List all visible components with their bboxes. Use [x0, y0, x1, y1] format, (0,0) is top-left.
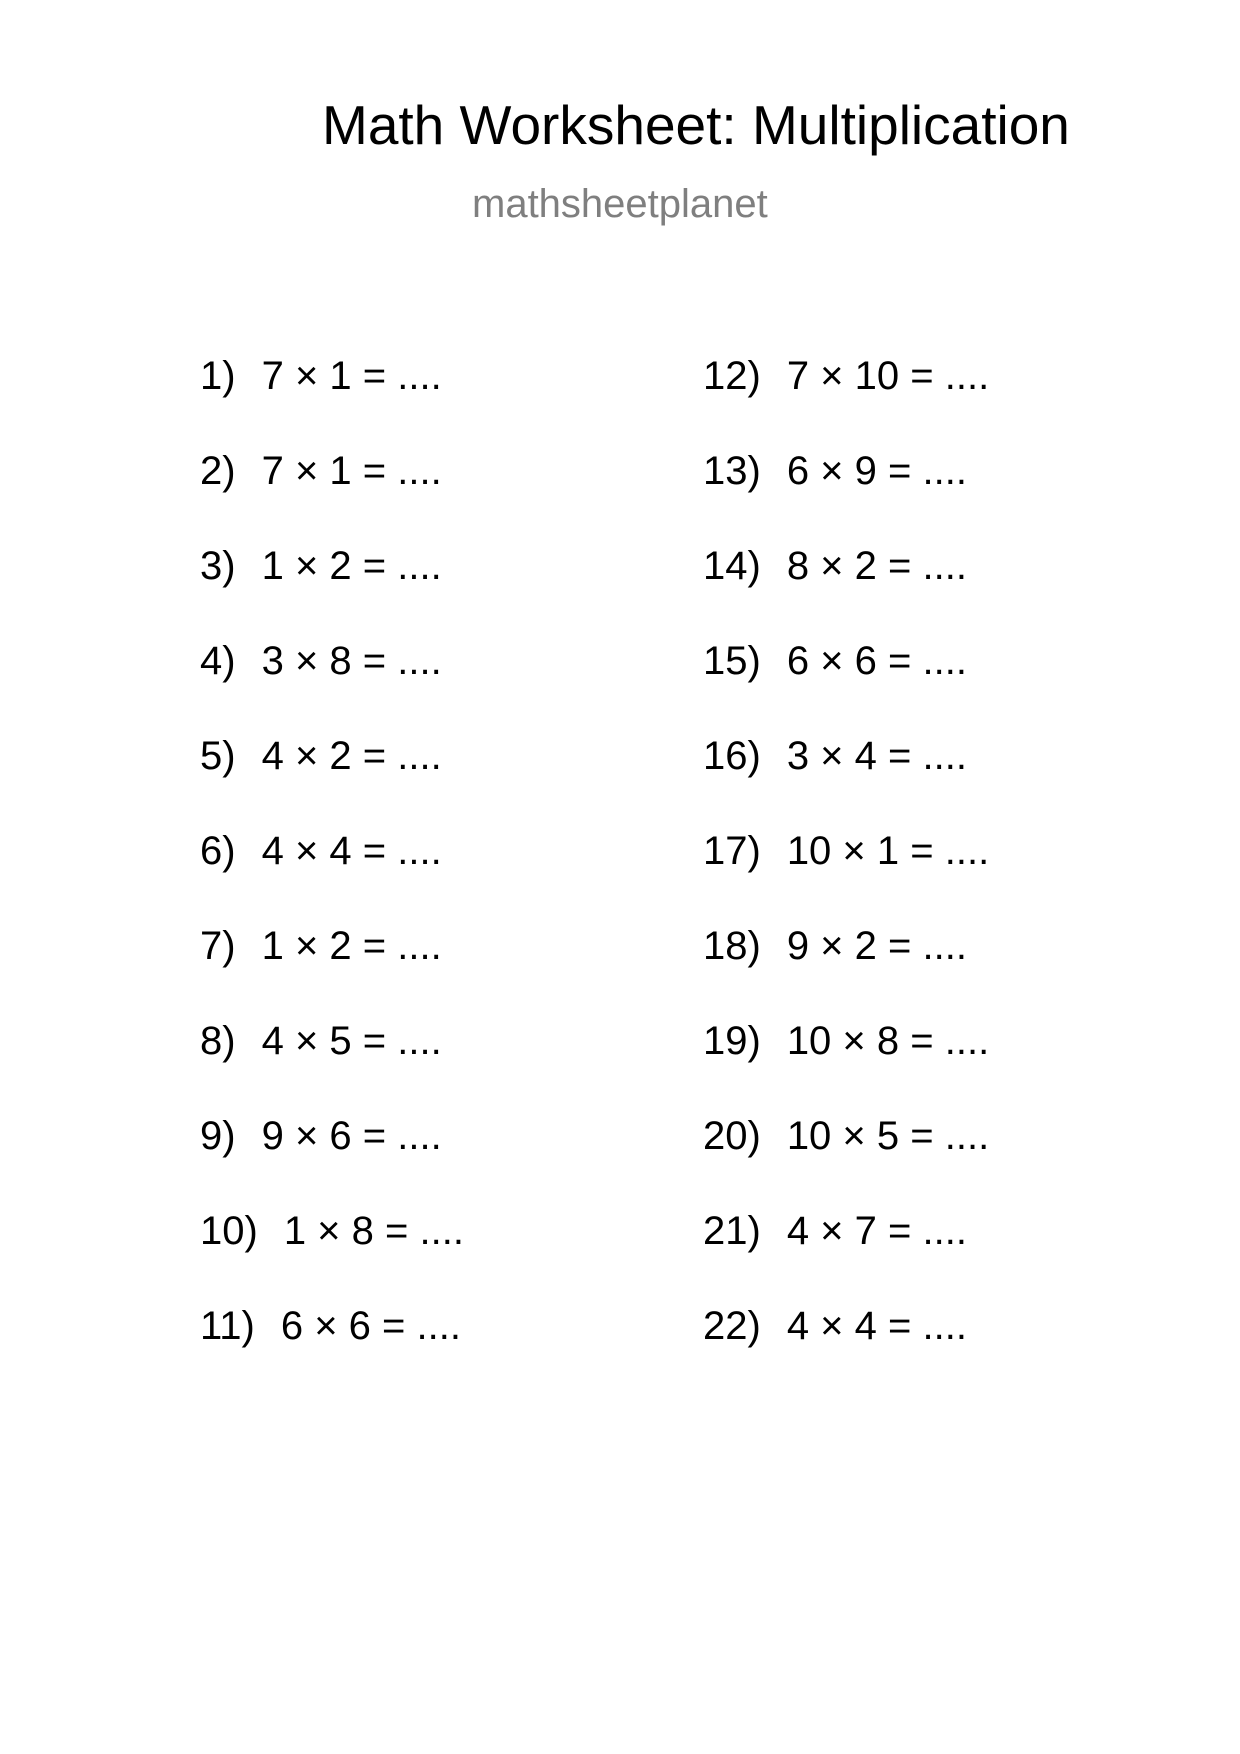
problem-expression: 3 × 4 = .... — [786, 734, 967, 778]
problem-number: 3) — [200, 544, 236, 588]
problem-item — [200, 1019, 464, 1114]
problem-number: 16) — [703, 734, 761, 778]
problem-expression: 10 × 8 = .... — [786, 1019, 990, 1063]
problem-number: 10) — [200, 1209, 258, 1253]
problem-expression: 1 × 8 = .... — [283, 1209, 464, 1253]
problem-item — [703, 1304, 989, 1399]
problem-item — [200, 639, 464, 734]
problem-number: 7) — [200, 924, 236, 968]
problem-number: 8) — [200, 1019, 236, 1063]
problem-item — [200, 1114, 464, 1209]
problem-number: 14) — [703, 544, 761, 588]
problem-expression: 7 × 1 = .... — [261, 449, 442, 493]
problem-number: 12) — [703, 354, 761, 398]
problem-column-left — [200, 354, 464, 1399]
problem-number: 2) — [200, 449, 236, 493]
problem-number: 20) — [703, 1114, 761, 1158]
problem-item — [703, 924, 989, 1019]
problem-expression: 3 × 8 = .... — [261, 639, 442, 683]
problem-expression: 10 × 1 = .... — [786, 829, 990, 873]
problem-expression: 8 × 2 = .... — [786, 544, 967, 588]
problem-expression: 6 × 9 = .... — [786, 449, 967, 493]
problem-item — [200, 544, 464, 639]
page-title: Math Worksheet: Multiplication — [322, 94, 1070, 156]
problem-expression: 6 × 6 = .... — [280, 1304, 461, 1348]
problem-item — [703, 639, 989, 734]
problem-number: 18) — [703, 924, 761, 968]
problem-number: 11) — [200, 1304, 255, 1348]
problem-column-right — [703, 354, 989, 1399]
problem-expression: 4 × 4 = .... — [786, 1304, 967, 1348]
problem-number: 4) — [200, 639, 236, 683]
problem-item — [200, 924, 464, 1019]
problem-number: 19) — [703, 1019, 761, 1063]
site-name: mathsheetplanet — [472, 182, 768, 226]
problem-item — [703, 1114, 989, 1209]
problem-expression: 4 × 4 = .... — [261, 829, 442, 873]
problem-expression: 4 × 7 = .... — [786, 1209, 967, 1253]
problem-number: 6) — [200, 829, 236, 873]
problem-item — [200, 829, 464, 924]
problem-expression: 4 × 5 = .... — [261, 1019, 442, 1063]
problem-item — [703, 1209, 989, 1304]
problem-item — [200, 1304, 464, 1399]
problem-expression: 1 × 2 = .... — [261, 544, 442, 588]
problem-number: 15) — [703, 639, 761, 683]
problem-item — [200, 354, 464, 449]
problem-expression: 7 × 10 = .... — [786, 354, 990, 398]
problem-expression: 9 × 2 = .... — [786, 924, 967, 968]
problem-expression: 6 × 6 = .... — [786, 639, 967, 683]
problem-number: 5) — [200, 734, 236, 778]
problem-item — [200, 449, 464, 544]
problem-item — [703, 734, 989, 829]
problem-item — [200, 1209, 464, 1304]
problem-expression: 4 × 2 = .... — [261, 734, 442, 778]
problem-number: 17) — [703, 829, 761, 873]
problem-item — [703, 829, 989, 924]
problem-item — [703, 354, 989, 449]
problem-item — [703, 449, 989, 544]
problem-number: 9) — [200, 1114, 236, 1158]
problem-expression: 1 × 2 = .... — [261, 924, 442, 968]
problem-number: 13) — [703, 449, 761, 493]
problem-item — [703, 544, 989, 639]
problem-number: 1) — [200, 354, 236, 398]
problem-expression: 10 × 5 = .... — [786, 1114, 990, 1158]
problem-number: 22) — [703, 1304, 761, 1348]
problem-item — [703, 1019, 989, 1114]
problem-item — [200, 734, 464, 829]
problem-expression: 7 × 1 = .... — [261, 354, 442, 398]
problem-expression: 9 × 6 = .... — [261, 1114, 442, 1158]
problem-number: 21) — [703, 1209, 761, 1253]
